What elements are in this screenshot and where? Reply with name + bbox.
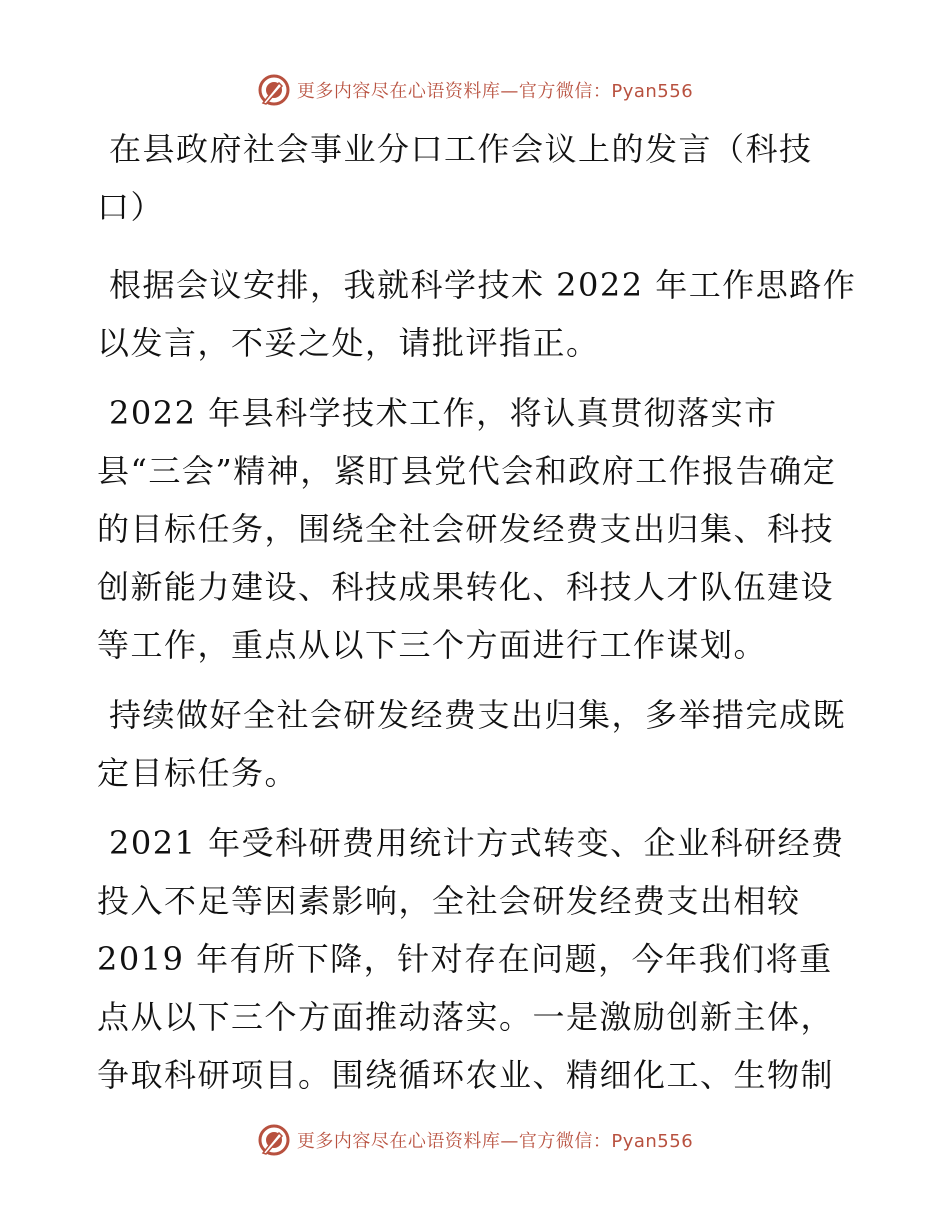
document-body (97, 120, 857, 1104)
pen-logo-icon (257, 73, 291, 107)
document-title: 在县政府社会事业分口工作会议上的发言（科技口） (97, 130, 813, 226)
paragraph-1: 根据会议安排，我就科学技术 2022 年工作思路作以发言，不妥之处，请批评指正。 (97, 266, 857, 362)
paragraph-3: 持续做好全社会研发经费支出归集，多举措完成既定目标任务。 (97, 696, 847, 792)
footer-banner-text: 更多内容尽在心语资料库—官方微信：Pyan556 (296, 1131, 694, 1152)
paragraph-2: 2022 年县科学技术工作，将认真贯彻落实市县“三会”精神，紧盯县党代会和政府工作报告确定的目标任务，围绕全社会研发经费支出归集、科技创新能力建设、科技成果转化、科技人才队伍建设等工作，重点从以下三个方面进行工作谋划。 (97, 394, 837, 664)
footer-banner (0, 1120, 950, 1160)
header-banner-text: 更多内容尽在心语资料库—官方微信：Pyan556 (296, 81, 694, 102)
pen-logo-icon (257, 1123, 291, 1157)
header-banner (0, 70, 950, 110)
paragraph-4: 2021 年受科研费用统计方式转变、企业科研经费投入不足等因素影响，全社会研发经费支出相较 2019 年有所下降，针对存在问题，今年我们将重点从以下三个方面推动落实。一是激励创新主体，争取科研项目。围绕循环农业、精细化工、生物制 (97, 824, 845, 1094)
